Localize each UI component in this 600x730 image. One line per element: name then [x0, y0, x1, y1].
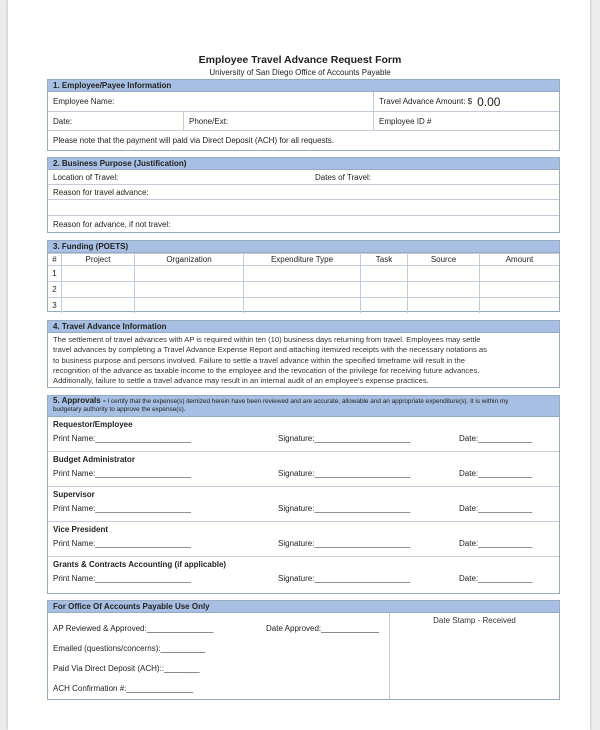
employee-name-label: Employee Name:	[53, 97, 115, 106]
expenditure-cell[interactable]	[244, 282, 361, 298]
signature-field[interactable]	[278, 434, 410, 443]
col-expenditure-type: Expenditure Type	[244, 254, 361, 266]
date-line: _____________	[478, 469, 533, 478]
date-line: _____________	[478, 434, 533, 443]
amount-cell[interactable]	[480, 266, 560, 282]
task-cell[interactable]	[361, 266, 408, 282]
reason-not-travel-label: Reason for advance, if not travel:	[53, 219, 171, 229]
table-row	[48, 266, 559, 282]
date-stamp-box	[390, 613, 559, 699]
print-name-field[interactable]	[53, 574, 191, 583]
date-label: Date:	[53, 116, 73, 126]
travel-advance-notice	[48, 333, 559, 389]
dates-label: Dates of Travel:	[315, 172, 372, 182]
signature-line: _______________________	[314, 504, 410, 513]
ach-confirmation-field[interactable]: ACH Confirmation #:_______________	[53, 684, 194, 693]
date-field[interactable]	[48, 112, 183, 130]
col-amount: Amount	[480, 254, 560, 266]
date-line: _____________	[478, 539, 533, 548]
table-row	[48, 282, 559, 298]
print-name-label: Print Name:	[53, 434, 96, 443]
signature-label: Signature:	[278, 574, 315, 583]
approval-block-requestor	[48, 417, 559, 452]
row-number: 1	[48, 266, 62, 282]
approver-title: Supervisor	[53, 490, 95, 499]
signature-field[interactable]	[278, 504, 410, 513]
dates-field[interactable]	[310, 170, 559, 184]
signature-label: Signature:	[278, 539, 315, 548]
travel-advance-amount-field[interactable]	[373, 92, 559, 111]
date-label: Date:	[459, 434, 479, 443]
approval-block-budget-admin	[48, 452, 559, 487]
approvals-heading-title: 5. Approvals -	[53, 396, 106, 405]
signature-field[interactable]	[278, 469, 410, 478]
expenditure-cell[interactable]	[244, 298, 361, 314]
phone-label: Phone/Ext:	[189, 116, 229, 126]
print-name-label: Print Name:	[53, 504, 96, 513]
location-label: Location of Travel:	[53, 172, 119, 182]
approval-block-vice-president	[48, 522, 559, 557]
form-subtitle: University of San Diego Office of Accounts Payable	[209, 68, 391, 77]
row-payment-note	[48, 131, 559, 150]
signature-label: Signature:	[278, 469, 315, 478]
phone-field[interactable]	[183, 112, 373, 130]
date-field[interactable]	[459, 539, 532, 548]
signature-label: Signature:	[278, 434, 315, 443]
expenditure-cell[interactable]	[244, 266, 361, 282]
date-label: Date:	[459, 574, 479, 583]
organization-cell[interactable]	[135, 266, 244, 282]
notice-line: Additionally, failure to settle a travel advance may result in an internal audit of an employee's expense practices.	[53, 376, 429, 386]
row-reason-blank[interactable]	[48, 200, 559, 216]
print-name-label: Print Name:	[53, 539, 96, 548]
print-name-line: _______________________	[95, 504, 191, 513]
row-number: 3	[48, 298, 62, 314]
section-funding	[47, 240, 560, 312]
project-cell[interactable]	[62, 266, 135, 282]
col-task: Task	[361, 254, 408, 266]
signature-line: _______________________	[314, 434, 410, 443]
section-business-purpose	[47, 157, 560, 233]
row-date-phone-id	[48, 112, 559, 131]
date-label: Date:	[459, 469, 479, 478]
section-travel-advance-info	[47, 320, 560, 388]
paid-direct-deposit-field[interactable]: Paid Via Direct Deposit (ACH)::________	[53, 664, 200, 673]
print-name-line: _______________________	[95, 469, 191, 478]
print-name-field[interactable]	[53, 539, 191, 548]
date-field[interactable]	[459, 434, 532, 443]
section-heading: For Office Of Accounts Payable Use Only	[48, 601, 559, 613]
signature-label: Signature:	[278, 504, 315, 513]
row-location-dates	[48, 170, 559, 185]
row-reason-not-travel	[48, 216, 559, 232]
payment-note	[48, 131, 559, 150]
funding-table	[48, 253, 559, 313]
organization-cell[interactable]	[135, 298, 244, 314]
approval-block-supervisor	[48, 487, 559, 522]
notice-line: The settlement of travel advances with AP is required within ten (10) business days returning from travel. Employees may settle	[53, 335, 481, 344]
row-number: 2	[48, 282, 62, 298]
table-row	[48, 298, 559, 314]
employee-id-label: Employee ID #	[379, 116, 432, 126]
date-field[interactable]	[459, 469, 532, 478]
signature-field[interactable]	[278, 574, 410, 583]
section-heading: 1. Employee/Payee Information	[48, 80, 559, 92]
date-field[interactable]	[459, 574, 532, 583]
col-organization: Organization	[135, 254, 244, 266]
approver-title: Requestor/Employee	[53, 420, 133, 429]
section-heading: 3. Funding (POETS)	[48, 241, 559, 253]
col-source: Source	[408, 254, 480, 266]
date-field[interactable]	[459, 504, 532, 513]
section-approvals	[47, 395, 560, 594]
row-reason	[48, 185, 559, 200]
section-heading: 4. Travel Advance Information	[48, 321, 559, 333]
section-heading: 2. Business Purpose (Justification)	[48, 158, 559, 170]
amount-value: 0.00	[477, 94, 501, 109]
project-cell[interactable]	[62, 282, 135, 298]
reason-not-travel-field[interactable]	[48, 216, 559, 232]
section-employee-info	[47, 79, 560, 151]
print-name-label: Print Name:	[53, 574, 96, 583]
section-ap-use-only	[47, 600, 560, 700]
date-label: Date:	[459, 539, 479, 548]
notice-line: to business purpose and persons involved. Failure to settle a travel advance within the specified timeframe will result in the	[53, 355, 465, 365]
print-name-field[interactable]	[53, 434, 191, 443]
approval-block-grants	[48, 557, 559, 592]
print-name-label: Print Name:	[53, 469, 96, 478]
print-name-field[interactable]	[53, 504, 191, 513]
print-name-line: _______________________	[95, 434, 191, 443]
row-name-amount	[48, 92, 559, 112]
ap-reviewed-field[interactable]: AP Reviewed & Approved:_______________	[53, 624, 214, 633]
signature-line: _______________________	[314, 469, 410, 478]
form-title: Employee Travel Advance Request Form	[198, 54, 402, 66]
approver-title: Grants & Contracts Accounting (if applicable)	[53, 560, 227, 569]
location-field[interactable]	[48, 170, 310, 184]
date-stamp-label: Date Stamp - Received	[433, 616, 516, 625]
emailed-field[interactable]: Emailed (questions/concerns):__________	[53, 644, 206, 653]
date-line: _____________	[478, 574, 533, 583]
date-line: _____________	[478, 504, 533, 513]
source-cell[interactable]	[408, 298, 480, 314]
task-cell[interactable]	[361, 298, 408, 314]
project-cell[interactable]	[62, 298, 135, 314]
source-cell[interactable]	[408, 282, 480, 298]
certify-text-2: budgetary authority to approve the expense(s).	[53, 406, 186, 413]
source-cell[interactable]	[408, 266, 480, 282]
employee-name-field[interactable]	[48, 92, 373, 111]
reason-field[interactable]	[48, 185, 559, 199]
print-name-line: _______________________	[95, 539, 191, 548]
col-project: Project	[62, 254, 135, 266]
date-approved-field[interactable]: Date Approved:_____________	[266, 624, 379, 633]
approver-title: Budget Administrator	[53, 455, 135, 464]
approver-title: Vice President	[53, 525, 108, 534]
organization-cell[interactable]	[135, 282, 244, 298]
certify-text-1: I certify that the expense(s) itemized herein have been reviewed and are accurate, allowable and an appropriate expenditure(s). It is within my	[105, 398, 509, 405]
payment-note-text: Please note that the payment will paid via Direct Deposit (ACH) for all requests.	[53, 136, 335, 145]
amount-cell[interactable]	[480, 282, 560, 298]
print-name-field[interactable]	[53, 469, 191, 478]
date-label: Date:	[459, 504, 479, 513]
task-cell[interactable]	[361, 282, 408, 298]
reason-label: Reason for travel advance:	[53, 187, 149, 197]
amount-label: Travel Advance Amount: $	[379, 97, 473, 106]
ap-fields	[48, 613, 390, 699]
col-number: #	[48, 254, 62, 266]
signature-field[interactable]	[278, 539, 410, 548]
notice-line: travel advances by completing a Travel Advance Expense Report and attaching itemized receipts with the necessary notations as	[53, 345, 487, 355]
signature-line: _______________________	[314, 574, 410, 583]
notice-line: recognition of the advance as taxable income to the employee and the revocation of the privilege for receiving future advances.	[53, 365, 480, 375]
funding-header-row	[48, 254, 559, 266]
amount-cell[interactable]	[480, 298, 560, 314]
approvals-heading	[48, 396, 559, 417]
print-name-line: _______________________	[95, 574, 191, 583]
signature-line: _______________________	[314, 539, 410, 548]
employee-id-field[interactable]	[373, 112, 559, 130]
